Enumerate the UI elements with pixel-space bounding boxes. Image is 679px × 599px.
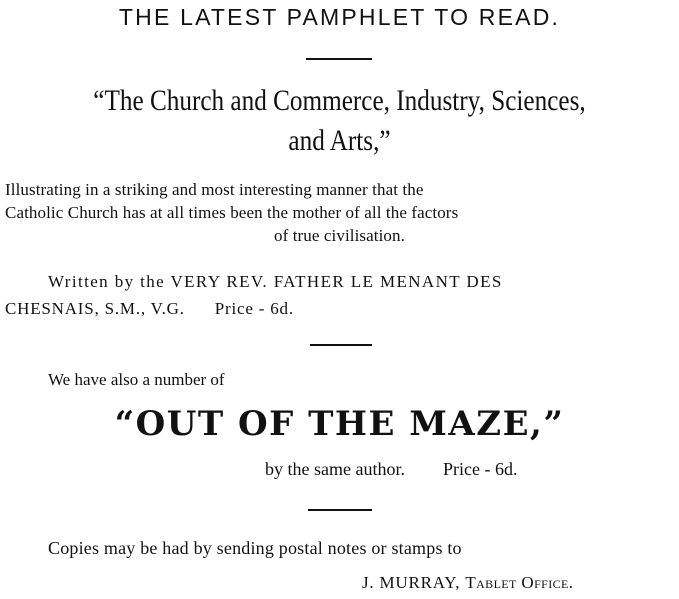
description-line-3: of true civilisation. <box>274 226 405 245</box>
author-name-continuation: CHESNAIS, S.M., V.G. <box>5 299 185 318</box>
pamphlet-title-line-1: “The Church and Commerce, Industry, Sciences, <box>93 84 586 117</box>
divider-rule <box>310 344 372 346</box>
second-work-byline <box>265 459 517 480</box>
second-work-title: “OUT OF THE MAZE,” <box>114 404 565 444</box>
divider-rule <box>308 509 372 511</box>
description-line-1: Illustrating in a striking and most interesting manner that the <box>5 180 424 199</box>
author-line-1: Written by the VERY REV. FATHER LE MENANT DES <box>48 272 503 291</box>
publisher-signature <box>362 573 573 593</box>
advertisement-heading: THE LATEST PAMPHLET TO READ. <box>118 4 561 30</box>
divider-rule <box>306 58 372 60</box>
author-line-2 <box>5 299 294 319</box>
publisher-office: Tablet Office. <box>465 573 574 592</box>
description-line-2: Catholic Church has at all times been the mother of all the factors <box>5 203 459 222</box>
pamphlet-price: Price - 6d. <box>214 299 294 318</box>
publisher-name: J. MURRAY, <box>362 573 461 592</box>
second-work-intro: We have also a number of <box>48 370 225 389</box>
byline-text: by the same author. <box>265 459 405 479</box>
second-work-price: Price - 6d. <box>442 459 518 479</box>
pamphlet-title-line-2: and Arts,” <box>288 124 391 157</box>
ordering-instructions: Copies may be had by sending postal notes or stamps to <box>48 538 462 558</box>
